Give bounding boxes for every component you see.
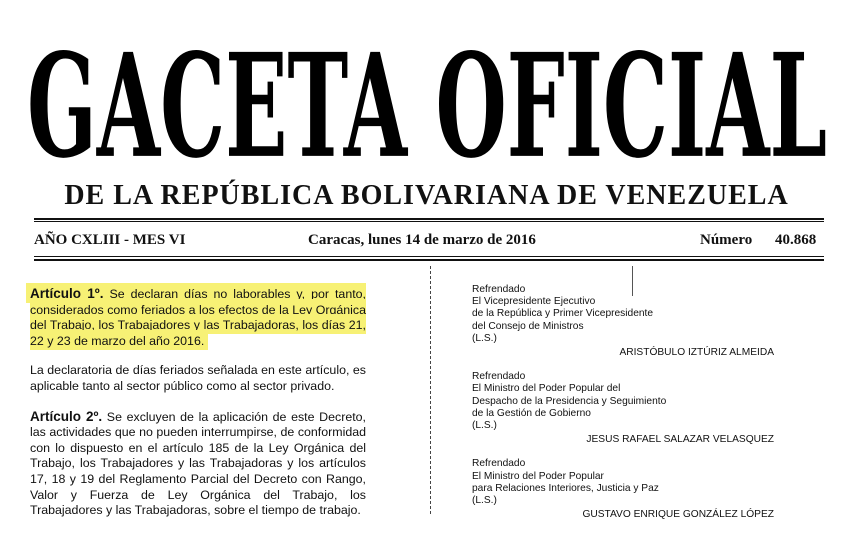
refrendo-line: El Ministro del Poder Popular del [472, 383, 621, 395]
refrendo-line: del Consejo de Ministros [472, 320, 584, 332]
article-1-label: Artículo 1º. [30, 286, 104, 301]
header-rule-top-thin [34, 221, 824, 222]
refrendo-block [472, 458, 802, 521]
issue-date: Caracas, lunes 14 de marzo de 2016 [308, 232, 536, 248]
paragraph-applicability: La declaratoria de días feriados señalada en este artículo, es aplicable tanto al sector público como al sector privado. [30, 363, 366, 393]
refrendo-line: Despacho de la Presidencia y Seguimiento [472, 395, 667, 407]
refrendo-line: El Ministro del Poder Popular [472, 470, 604, 482]
header-rule-bottom-thin [34, 256, 824, 257]
refrendo-block [472, 284, 802, 359]
header-rule-bottom [34, 259, 824, 261]
refrendo-line: para Relaciones Interiores, Justicia y Paz [472, 482, 659, 494]
right-column [472, 284, 802, 533]
masthead-title-text: GACETA OFICIAL [27, 38, 828, 178]
article-2 [30, 409, 366, 519]
article-2-text: Se excluyen de la aplicación de este Decreto, las actividades que no pueden interrumpirse, de conformidad con lo dispuesto en el artículo 185 de la Ley Orgánica del Trabajo, los Trabajadores y las Trabajadoras y los artículos 17, 18 y 19 del Reglamento Parcial del Decreto con Rango, Valor y Fuerza de Ley Orgánica del Trabajo, los Trabajadores y las Trabajadoras, sobre el tiempo de trabajo. [30, 409, 366, 518]
article-1-text: Se declaran días no laborables y, por tanto, considerados como feriados a los efectos de la Ley Orgánica del Trabajo, los Trabajadores y las Trabajadoras, los días 21, 22 y 23 de marzo del año 2016. [30, 287, 366, 348]
refrendo-signer: GUSTAVO ENRIQUE GONZÁLEZ LÓPEZ [582, 509, 774, 521]
refrendo-line: (L.S.) [472, 495, 497, 507]
refrendo-label: Refrendado [472, 284, 526, 295]
refrendo-line: (L.S.) [472, 420, 497, 432]
issue-number-value: 40.868 [775, 232, 817, 248]
refrendo-label: Refrendado [472, 458, 526, 470]
masthead-subtitle: DE LA REPÚBLICA BOLIVARIANA DE VENEZUELA [64, 180, 789, 211]
refrendo-label: Refrendado [472, 371, 526, 383]
refrendo-line: El Vicepresidente Ejecutivo [472, 296, 596, 308]
column-divider [430, 266, 431, 514]
header-rule-top [34, 218, 824, 220]
refrendo-signer: ARISTÓBULO IZTÚRIZ ALMEIDA [619, 347, 774, 359]
refrendo-block [472, 371, 802, 446]
refrendo-line: de la República y Primer Vicepresidente [472, 308, 654, 320]
issue-number-label: Número [700, 232, 753, 248]
refrendo-signer: JESUS RAFAEL SALAZAR VELASQUEZ [586, 434, 774, 446]
refrendo-line: de la Gestión de Gobierno [472, 407, 591, 419]
left-column [30, 286, 366, 533]
refrendo-line: (L.S.) [472, 332, 497, 344]
article-2-label: Artículo 2º. [30, 408, 103, 424]
issue-year: AÑO CXLIII - MES VI [34, 232, 186, 248]
masthead-title [22, 38, 832, 178]
article-1 [30, 286, 366, 349]
article-1-highlight [26, 283, 366, 350]
